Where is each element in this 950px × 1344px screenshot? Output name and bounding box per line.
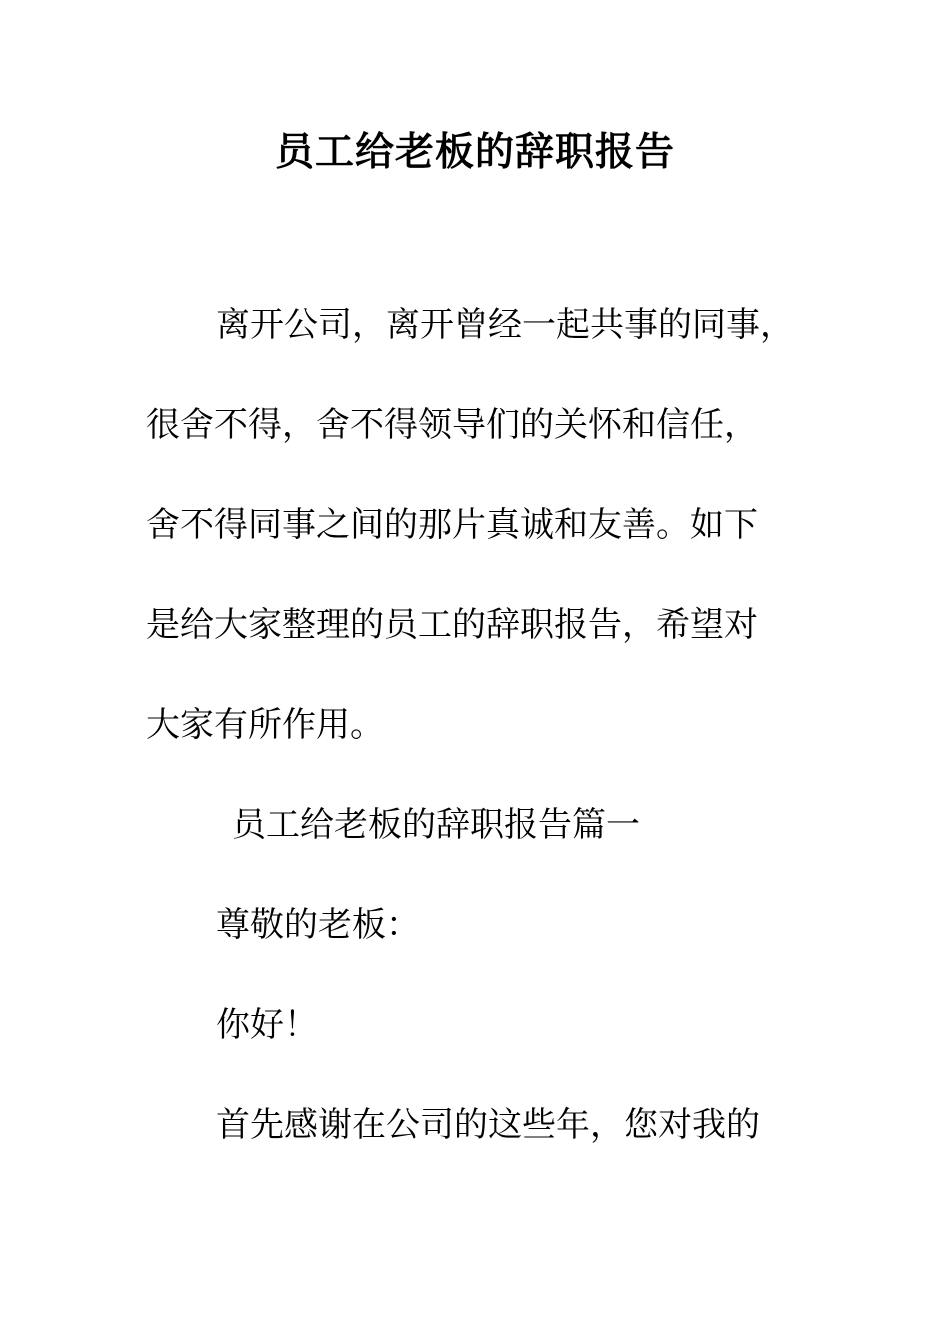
intro-line-1: 离开公司，离开曾经一起共事的同事， bbox=[216, 305, 794, 345]
intro-line-2: 很舍不得，舍不得领导们的关怀和信任， bbox=[146, 405, 758, 445]
intro-line-3: 舍不得同事之间的那片真诚和友善。如下 bbox=[146, 505, 758, 545]
section-heading: 员工给老板的辞职报告篇一 bbox=[232, 805, 640, 845]
intro-line-4: 是给大家整理的员工的辞职报告，希望对 bbox=[146, 605, 758, 645]
salutation: 尊敬的老板： bbox=[216, 905, 420, 945]
intro-line-5: 大家有所作用。 bbox=[146, 705, 384, 745]
greeting: 你好！ bbox=[216, 1005, 318, 1045]
body-line-1: 首先感谢在公司的这些年，您对我的 bbox=[216, 1105, 760, 1145]
document-title: 员工给老板的辞职报告 bbox=[274, 129, 675, 175]
